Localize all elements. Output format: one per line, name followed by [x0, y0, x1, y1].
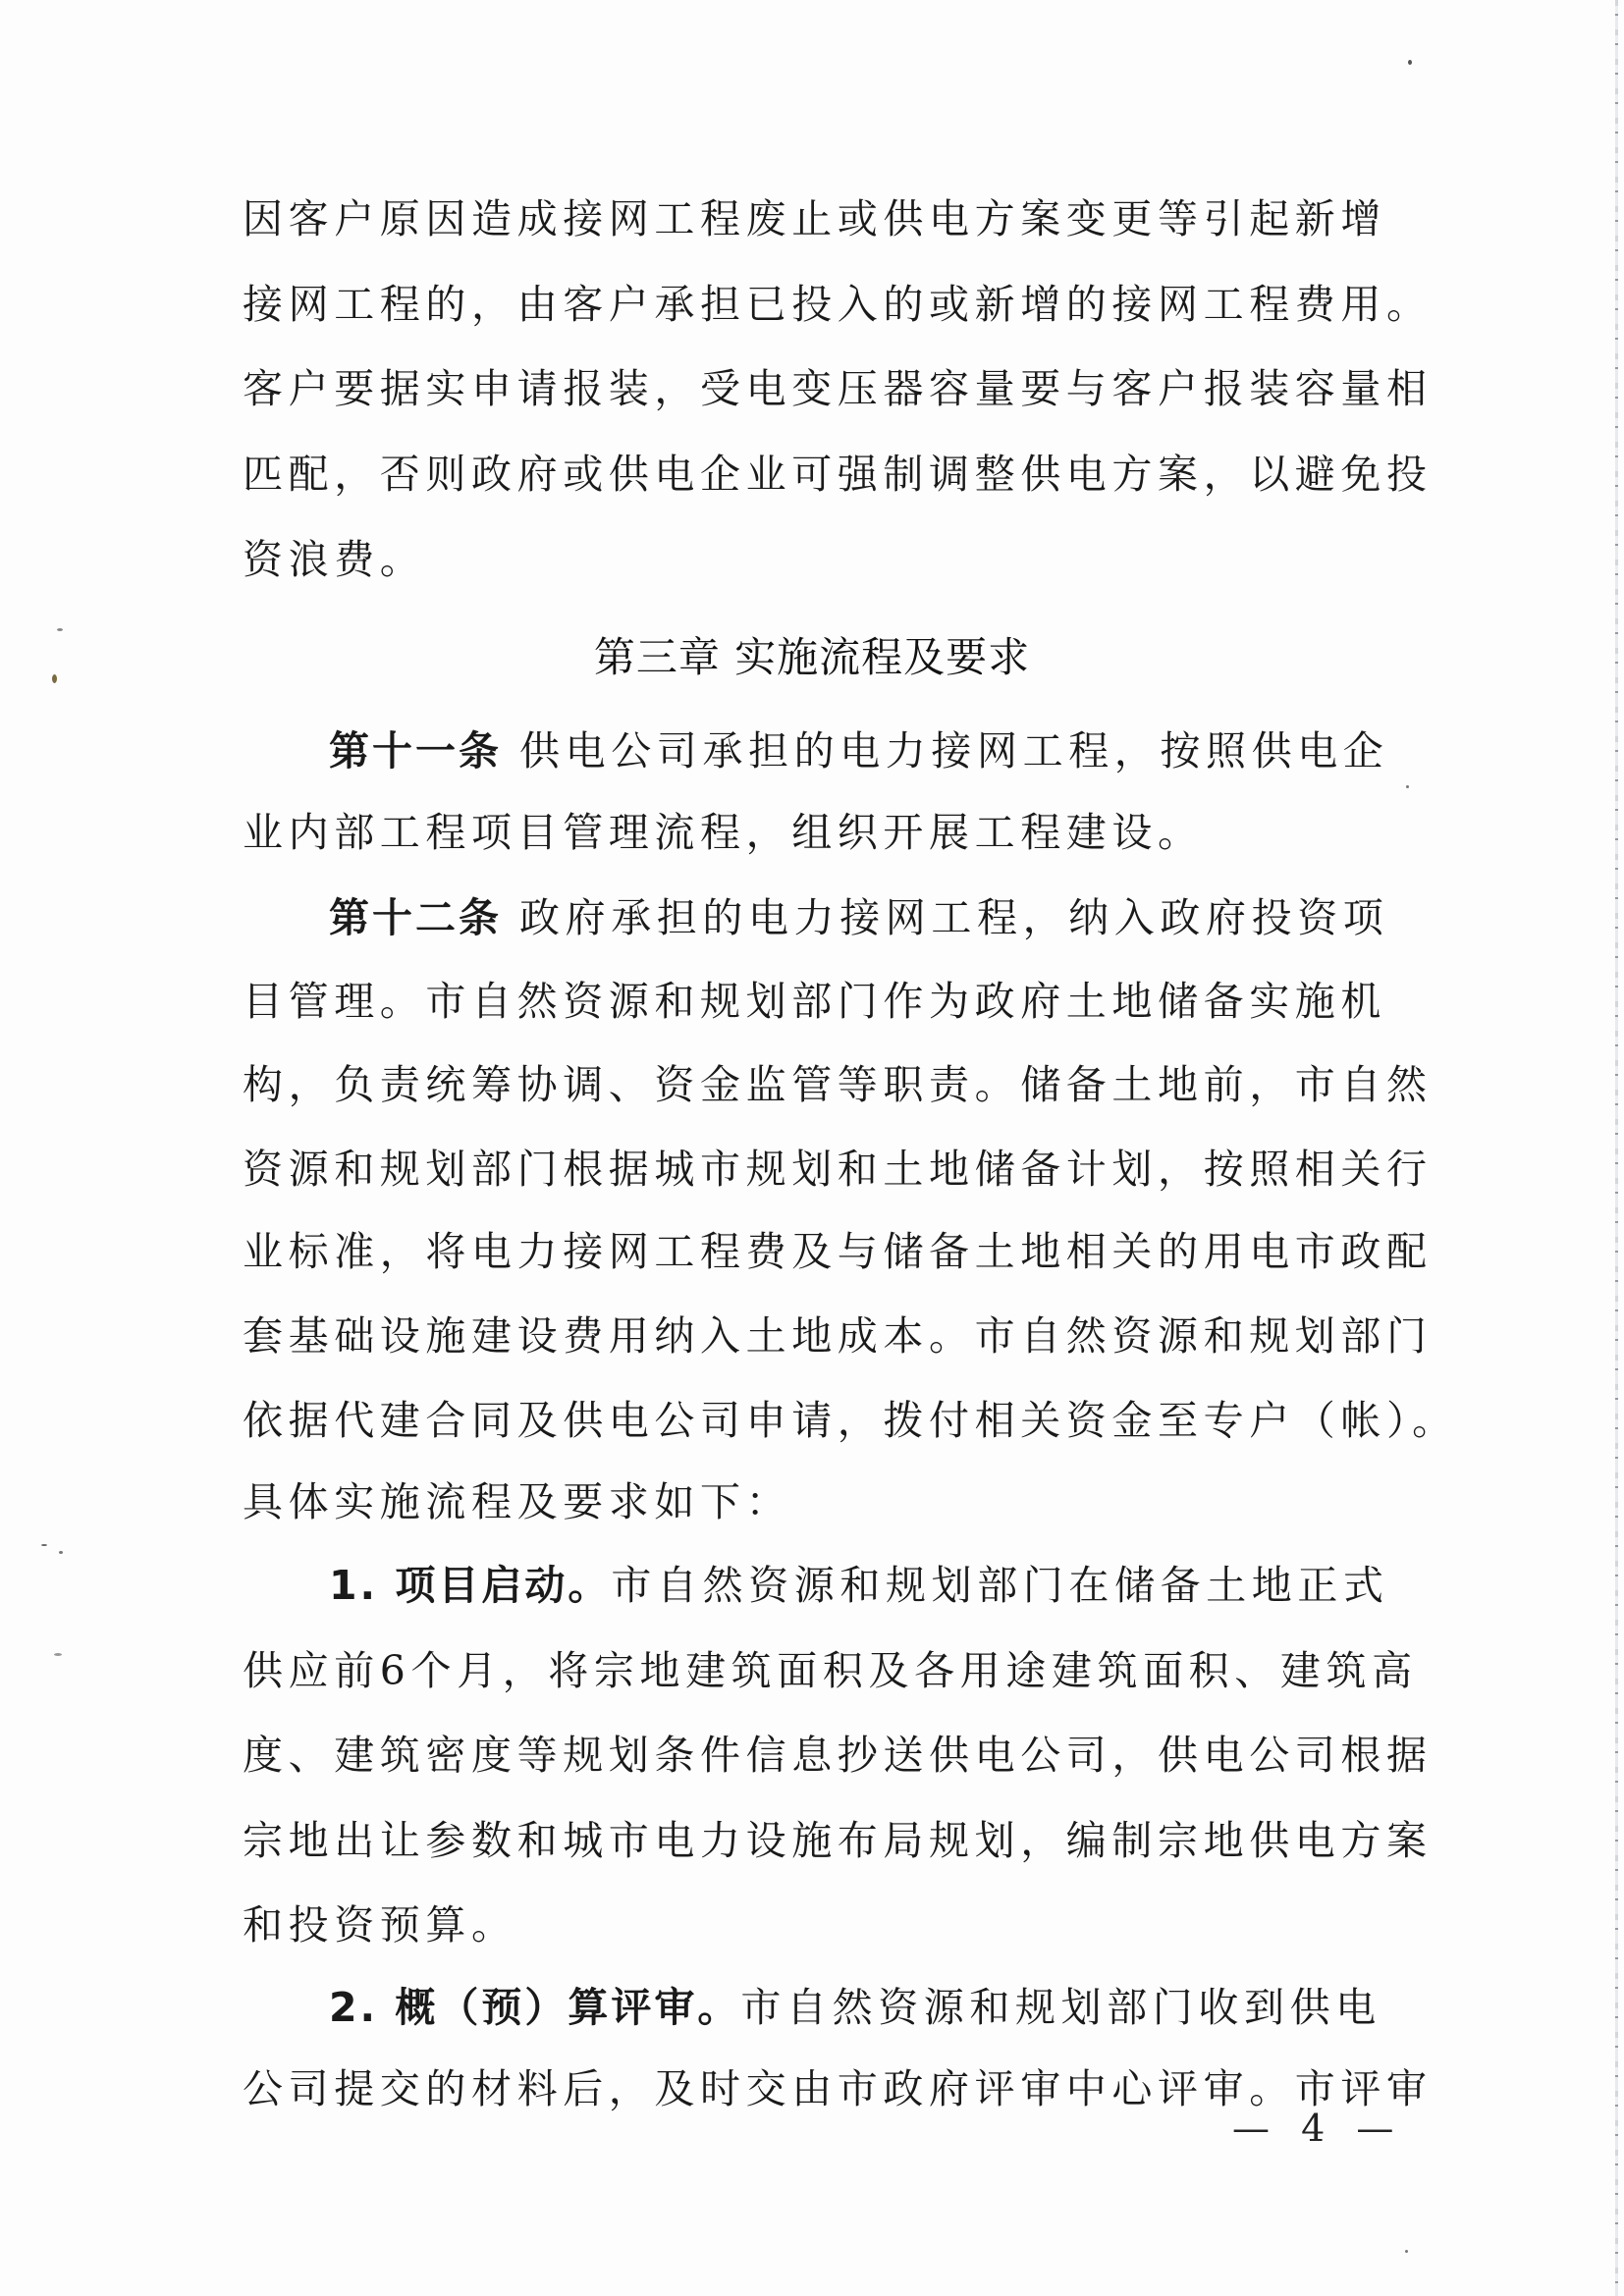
body-line: 接网工程的，由客户承担已投入的或新增的接网工程费用。 [243, 281, 1433, 328]
body-line: 宗地出让参数和城市电力设施布局规划，编制宗地供电方案 [243, 1817, 1433, 1864]
body-line: 度、建筑密度等规划条件信息抄送供电公司，供电公司根据 [243, 1732, 1433, 1779]
body-line: 因客户原因造成接网工程废止或供电方案变更等引起新增 [243, 195, 1386, 242]
scan-edge-artifact [1615, 0, 1618, 2296]
body-line: 公司提交的材料后，及时交由市政府评审中心评审。市评审 [243, 2065, 1433, 2112]
chapter-heading: 第三章 实施流程及要求 [593, 633, 1031, 681]
item-label: 1. 项目启动。 [329, 1562, 612, 1609]
document-body [243, 0, 1458, 2296]
body-line: 依据代建合同及供电公司申请，拨付相关资金至专户（帐）。 [243, 1397, 1458, 1444]
body-line: 客户要据实申请报装，受电变压器容量要与客户报装容量相 [243, 365, 1433, 412]
article-text: 政府承担的电力接网工程，纳入政府投资项 [519, 894, 1389, 941]
item-label: 2. 概（预）算评审。 [329, 1984, 741, 2031]
scan-speck [59, 1551, 63, 1554]
body-line: 套基础设施建设费用纳入土地成本。市自然资源和规划部门 [243, 1312, 1433, 1360]
article-label: 第十二条 [329, 894, 502, 941]
item-text: 市自然资源和规划部门在储备土地正式 [611, 1562, 1389, 1609]
scan-speck [1408, 60, 1412, 65]
item-2-first-line [329, 1978, 1381, 2037]
body-line: 具体实施流程及要求如下： [243, 1478, 792, 1525]
item-text: 市自然资源和规划部门收到供电 [740, 1984, 1381, 2031]
body-line: 业内部工程项目管理流程，组织开展工程建设。 [243, 809, 1204, 856]
scan-speck [54, 1653, 62, 1656]
scan-speck [1405, 2250, 1408, 2253]
article-12-first-line [329, 888, 1388, 947]
body-line: 供应前6个月，将宗地建筑面积及各用途建筑面积、建筑高 [243, 1647, 1418, 1694]
article-text: 供电公司承担的电力接网工程，按照供电企 [519, 727, 1389, 774]
item-1-first-line [329, 1556, 1389, 1615]
body-line: 和投资预算。 [243, 1901, 517, 1949]
article-label: 第十一条 [329, 727, 502, 774]
body-line: 资源和规划部门根据城市规划和土地储备计划，按照相关行 [243, 1146, 1433, 1193]
body-line: 业标准，将电力接网工程费及与储备土地相关的用电市政配 [243, 1228, 1433, 1275]
body-line: 资浪费。 [243, 536, 426, 583]
scan-speck [1406, 785, 1409, 788]
body-line: 匹配，否则政府或供电企业可强制调整供电方案，以避免投 [243, 451, 1433, 498]
scan-speck [41, 1544, 47, 1546]
body-line: 目管理。市自然资源和规划部门作为政府土地储备实施机 [243, 978, 1386, 1025]
article-11-first-line [329, 721, 1388, 780]
page-number: — 4 — [1232, 2107, 1404, 2150]
body-line: 构，负责统筹协调、资金监管等职责。储备土地前，市自然 [243, 1061, 1433, 1108]
